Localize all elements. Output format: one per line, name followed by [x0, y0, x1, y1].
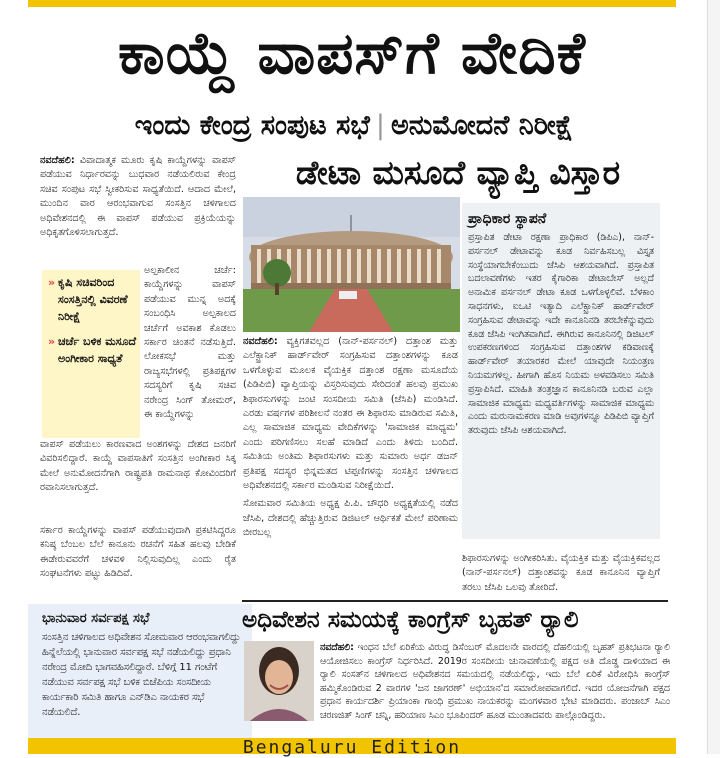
article1-lead [40, 154, 236, 244]
article3-body [320, 641, 670, 727]
authority-box-title: ಪ್ರಾಧಿಕಾರ ಸ್ಥಾಪನೆ [468, 211, 547, 227]
subhead-separator: | [375, 110, 385, 141]
edition-label: Bengaluru Edition [242, 737, 462, 758]
highlight-item: » ಕೃಷಿ ಸಚಿವರಿಂದ ಸಂಸತ್ತಿನಲ್ಲಿ ವಿವರಣೆ ನಿರೀಕ್ಷೆ [48, 274, 138, 325]
authority-box-body: ಪ್ರಸ್ತಾಪಿತ ಡೇಟಾ ರಕ್ಷಣಾ ಪ್ರಾಧಿಕಾರ (ಡಿಪಿಎ), ನಾನ್-ಪರ್ಸನಲ್ ಡೇಟಾವನ್ನು ಕೂಡ ನಿರ್ವಹಿಸಬಲ್ಲ ವಿಸ್ತೃತ ಸಂಸ್ಥೆಯಾಗಬೇಕೆಂಬುದು ಜೆಸಿಪಿ ಆಶಯವಾಗಿದೆ. ಪ್ರಸ್ತಾಪಿತ ಬದಲಾವಣೆಗಳು ಇತರ ಕೈಗಾರಿಕಾ ಡೇಟಾಬೇಸ್ ಅಲ್ಲದೆ ಅನಾಮಿಕ ಪರ್ಸನಲ್ ಡೇಟಾ ಕೂಡ ಒಳಗೊಳ್ಳಲಿವೆ. ಬೆಳಕಾಂ ಸಾಧನಗಳು, ಐಒಟಿ ಇತ್ಯಾದಿ ಎಲೆಕ್ಟ್ರಾನಿಕ್ ಹಾರ್ಡ್‌ವೇರ್ ಸಂಗ್ರಹಿಸುವ ಡೇಟಾವನ್ನು ಇದೇ ಕಾನೂನಿನಡಿ ತರಬೇಕೆನ್ನುವುದು ಕೂಡ ಜೆಸಿಪಿ ಇಂಗಿತವಾಗಿದೆ. ಈಗಿರುವ ಕಾನೂನಿನಲ್ಲಿ ಡಿಜಿಟಲ್ ಉಪಕರಣಗಳಿಂದ ಸಂಗ್ರಹಿಸುವ ದತ್ತಾಂಶಗಳ ಕಡಿವಾಣಕ್ಕೆ ಹಾರ್ಡ್‌ವೇರ್ ತಯಾರಕರ ಮೇಲೆ ಯಾವುದೇ ನಿಯಂತ್ರಣ ನಿಯಮಗಳಿಲ್ಲ. ಹೀಗಾಗಿ ಹೊಸ ನಿಯಮ ಅಳವಡಿಸಲು ಸಮಿತಿ ಪ್ರಸ್ತಾಪಿಸಿದೆ. ಮಾಹಿತಿ ತಂತ್ರಜ್ಞಾನ ಕಾನೂನಿನಡಿ ಬರುವ ಎಲ್ಲಾ ಸಾಮಾಜಿಕ ಮಾಧ್ಯಮ ಮಧ್ಯವರ್ತಿಗಳನ್ನು ಸಾಮಾಜಿಕ ಮಾಧ್ಯಮ ಎಂದು ಮರುನಾಮಕರಣ ಮಾಡಿ ಅವುಗಳನ್ನೂ ಪಿಡಿಪಿಬಿ ವ್ಯಾಪ್ತಿಗೆ ತರುವುದು ಜೆಸಿಪಿ ಆಶಯವಾಗಿದೆ. [468, 232, 654, 437]
highlights-box [42, 270, 140, 438]
article1-p2: ಅಲ್ಪಕಾಲೀನ ಚರ್ಚೆ: ಕಾಯ್ದೆಗಳನ್ನು ವಾಪಸ್ ಪಡೆಯುವ ಮುನ್ನ ಅದಕ್ಕೆ ಸಂಬಂಧಿಸಿ ಅಲ್ಪಕಾಲದ ಚರ್ಚೆಗೆ ಅವಕಾಶ ಕೊಡಲು ಸರ್ಕಾರ ಚಿಂತನೆ ನಡೆಸುತ್ತಿದೆ. ಲೋಕಸಭೆ ಮತ್ತು ರಾಜ್ಯಸಭೆಗಳಲ್ಲಿ ಪ್ರತಿಪಕ್ಷಗಳ ಸದಸ್ಯರಿಗೆ ಕೃಷಿ ಸಚಿವ ನರೇಂದ್ರ ಸಿಂಗ್ ತೋಮರ್, ಈ ಕಾಯ್ದೆಗಳನ್ನು [144, 265, 236, 421]
article3-dateline: ನವದೆಹಲಿ: [320, 642, 354, 653]
highlight-item: » ಚರ್ಚೆ ಬಳಿಕ ಮಸೂದೆ ಅಂಗೀಕಾರ ಸಾಧ್ಯತೆ [48, 333, 138, 367]
article2-p2: ಸೋಮವಾರ ಸಮಿತಿಯ ಅಧ್ಯಕ್ಷ ಪಿ.ಪಿ. ಚೌಧರಿ ಅಧ್ಯಕ್ಷತೆಯಲ್ಲಿ ನಡೆದ ಜೆಸಿಪಿ, ದೇಶದಲ್ಲಿ ಹೆಚ್ಚುತ್ತಿರುವ ಡಿಜಿಟಲ್ ಆರ್ಥಿಕತೆ ಮೇಲೆ ಪರಿಣಾಮ ಬೀರಬಲ್ಲ [243, 498, 458, 539]
main-headline: ಕಾಯ್ದೆ ವಾಪಸ್‌ಗೆ ವೇದಿಕೆ [118, 19, 586, 87]
sidebar-story-body: ಸಂಸತ್ತಿನ ಚಳಿಗಾಲದ ಅಧಿವೇಶನ ಸೋಮವಾರ ಆರಂಭವಾಗಲಿದ್ದು ಹಿನ್ನೆಲೆಯಲ್ಲಿ ಭಾನುವಾರ ಸರ್ವಪಕ್ಷ ಸಭೆ ನಡೆಯಲಿದ್ದು ಪ್ರಧಾನಿ ನರೇಂದ್ರ ಮೋದಿ ಭಾಗವಹಿಸಲಿದ್ದಾರೆ. ಬೆಳಿಗ್ಗೆ 11 ಗಂಟೆಗೆ ನಡೆಯುವ ಸರ್ವಪಕ್ಷ ಸಭೆ ಬಳಿಕ ಬಿಜೆಪಿಯ ಸಂಸದೀಯ ಕಾರ್ಯಕಾರಿ ಸಮಿತಿ ಹಾಗೂ ಎನ್‌ಡಿಎ ನಾಯಕರ ಸಭೆ ನಡೆಯಲಿದೆ. [42, 632, 241, 718]
article2-p3: ಶಿಫಾರಸುಗಳನ್ನು ಅಂಗೀಕರಿಸಿತು. ವೈಯಕ್ತಿಕ ಮತ್ತು ವೈಯಕ್ತಿಕವಲ್ಲದ (ನಾನ್-ಪರ್ಸನಲ್) ದತ್ತಾಂಶವನ್ನು ಕೂಡ ಕಾನೂನಿನ ವ್ಯಾಪ್ತಿಗೆ ತರಲು ಜೆಸಿಪಿ ಒಲವು ತೋರಿದೆ. [462, 553, 660, 593]
subhead-left: ಇಂದು ಕೇಂದ್ರ ಸಂಪುಟ ಸಭೆ [134, 110, 370, 141]
page-edge [707, 0, 720, 754]
newspaper-page [28, 8, 676, 754]
article1-p3: ವಾಪಸ್ ಪಡೆಯಲು ಕಾರಣವಾದ ಅಂಶಗಳನ್ನು ದೇಶದ ಜನರಿಗೆ ವಿವರಿಸಲಿದ್ದಾರೆ. ಕಾಯ್ದೆ ವಾಪಸಾತಿಗೆ ಸಂಸತ್ತಿನ ಅಂಗೀಕಾರ ಸಿಕ್ಕ ಮೇಲೆ ಅನುಮೋದನೆಗಾಗಿ ರಾಷ್ಟ್ರಪತಿ ರಾಮನಾಥ ಕೋವಿಂದರಿಗೆ ರವಾನಿಸಲಾಗುತ್ತದೆ. [40, 439, 236, 494]
article2-dateline: ನವದೆಹಲಿ: [243, 336, 278, 347]
section-divider [242, 600, 668, 602]
sub-headline [38, 108, 670, 144]
article2-p1: ವ್ಯಕ್ತಿಗತವಲ್ಲದ (ನಾನ್-ಪರ್ಸನಲ್) ದತ್ತಾಂಶ ಮತ್ತು ಎಲೆಕ್ಟ್ರಾನಿಕ್ ಹಾರ್ಡ್‌ವೇರ್ ಸಂಗ್ರಹಿಸುವ ದತ್ತಾಂಶಗಳನ್ನು ಕೂಡ ಒಳಗೊಳ್ಳುವ ಮೂಲಕ ವೈಯಕ್ತಿಕ ದತ್ತಾಂಶ ರಕ್ಷಣಾ ಮಸೂದೆಯ (ಪಿಡಿಪಿಬಿ) ವ್ಯಾಪ್ತಿಯನ್ನು ವಿಸ್ತರಿಸುವುದು ಸೇರಿದಂತೆ ಹಲವು ಪ್ರಮುಖ ಶಿಫಾರಸುಗಳನ್ನು ಜಂಟಿ ಸಂಸದೀಯ ಸಮಿತಿ (ಜೆಸಿಪಿ) ಮಂಡಿಸಿದೆ. ಎರಡು ವರ್ಷಗಳ ಪರಿಶೀಲನೆ ನಂತರ ಈ ಶಿಫಾರಸು ಮಾಡಿರುವ ಸಮಿತಿ, ಎಲ್ಲ ಸಾಮಾಜಿಕ ಮಾಧ್ಯಮ ವೇದಿಕೆಗಳನ್ನು 'ಸಾಮಾಜಿಕ ಮಾಧ್ಯಮ' ಎಂದು ಪರಿಗಣಿಸಲು ಸಲಹೆ ಮಾಡಿದೆ ಎಂದು ತಿಳಿದು ಬಂದಿದೆ. ಸಮಿತಿಯ ಅಂತಿಮ ಶಿಫಾರಸುಗಳು ಮತ್ತು ಸುಮಾರು ಅರ್ಧ ಡಜನ್ ಪ್ರತಿಪಕ್ಷ ಸದಸ್ಯರ ಭಿನ್ನಮತದ ಟಿಪ್ಪಣಿಗಳನ್ನು ಸಂಸತ್ತಿನ ಚಳಿಗಾಲದ ಅಧಿವೇಶನದಲ್ಲಿ ಸರ್ಕಾರ ಮಂಡಿಸುವ ನಿರೀಕ್ಷೆಯಿದೆ. [243, 336, 458, 492]
sidebar-story-title: ಭಾನುವಾರ ಸರ್ವಪಕ್ಷ ಸಭೆ [42, 611, 150, 626]
top-accent-bar [28, 0, 676, 7]
article2-headline: ಡೇಟಾ ಮಸೂದೆ ವ್ಯಾಪ್ತಿ ವಿಸ್ತಾರ [295, 153, 621, 192]
article3-headline: ಅಧಿವೇಶನ ಸಮಯಕ್ಕೆ ಕಾಂಗ್ರೆಸ್ ಬೃಹತ್ ರ‍್ಯಾಲಿ [242, 607, 579, 633]
parliament-photo [243, 197, 460, 332]
article3-text: ಇಂಧನ ಬೆಲೆ ಏರಿಕೆಯ ವಿರುದ್ಧ ಡಿಸೆಂಬರ್ ಮೊದಲನೇ ವಾರದಲ್ಲಿ ದೆಹಲಿಯಲ್ಲಿ ಬೃಹತ್ ಪ್ರತಿಭಟನಾ ರ‍್ಯಾಲಿ ಆಯೋಜಿಸಲು ಕಾಂಗ್ರೆಸ್ ನಿರ್ಧರಿಸಿದೆ. 2019ರ ಸಂಸದೀಯ ಚುನಾವಣೆಯಲ್ಲಿ ಪಕ್ಷದ ಅತಿ ದೊಡ್ಡ ದಾಳಿಯಾದ ಈ ರ‍್ಯಾಲಿ ಸಂಸತ್‌ನ ಚಳಿಗಾಲದ ಅಧಿವೇಶನದ ಸಮಯದಲ್ಲಿ ನಡೆಯಲಿದ್ದು, ಇದು ಬೆಲೆ ಏರಿಕೆ ವಿರೋಧಿಸಿ ಕಾಂಗ್ರೆಸ್ ಹಮ್ಮಿಕೊಂಡಿರುವ 2 ವಾರಗಳ 'ಜನ ಜಾಗರಣ್' ಅಭಿಯಾನ'ದ ಸಮಾರೋಪವಾಗಲಿದೆ. ಇದರ ಯೋಜನೆಗಾಗಿ ಪಕ್ಷದ ಪ್ರಧಾನ ಕಾರ್ಯದರ್ಶಿ ಪ್ರಿಯಾಂಕಾ ಗಾಂಧಿ ಪ್ರಮುಖ ನಾಯಕರನ್ನು ಮಂಗಳವಾರ ಭೇಟಿ ಮಾಡಿದರು. ಪಂಜಾಬ್ ಸಿಎಂ ಚರಣಜಿತ್ ಸಿಂಗ್ ಚನ್ನಿ, ಹರಿಯಾಣ ಸಿಎಂ ಭೂಪಿಂದರ್ ಹೂಡ ಮುಂತಾದವರು ಪಾಲ್ಗೊಂಡಿದ್ದರು. [320, 642, 671, 721]
article1-p1: ವಿವಾದಾತ್ಮಕ ಮೂರು ಕೃಷಿ ಕಾಯ್ದೆಗಳನ್ನು ವಾಪಸ್ ಪಡೆಯುವ ನಿರ್ಧಾರವನ್ನು ಬುಧವಾರ ನಡೆಯಲಿರುವ ಕೇಂದ್ರ ಸಚಿವ ಸಂಪುಟ ಸಭೆ ಸ್ವೀಕರಿಸುವ ಸಾಧ್ಯತೆಯಿದೆ. ಆದಾದ ಮೇಲೆ, ಮುಂದಿನ ವಾರ ಆರಂಭವಾಗುವ ಸಂಸತ್ತಿನ ಚಳಿಗಾಲದ ಅಧಿವೇಶನದಲ್ಲಿ ಈ ವಾಪಸ್ ಪಡೆಯುವ ಪ್ರಕ್ರಿಯೆಯನ್ನು ಅಧಿಕೃತಗೊಳಿಸಲಾಗುತ್ತದೆ. [40, 155, 236, 239]
portrait-photo [244, 641, 314, 721]
article1-dateline: ನವದೆಹಲಿ: [40, 155, 75, 166]
edition-bar [28, 737, 676, 758]
article1-p4: ಸರ್ಕಾರ ಕಾಯ್ದೆಗಳನ್ನು ವಾಪಸ್ ಪಡೆಯುವುದಾಗಿ ಪ್ರಕಟಿಸಿದ್ದರೂ ಕನಿಷ್ಠ ಬೆಂಬಲ ಬೆಲೆ ಕಾನೂನು ರಚನೆಗೆ ಸಹಿತ ಹಲವು ಬೇಡಿಕೆ ಈಡೇರುವವರೆಗೆ ಚಳವಳಿ ನಿಲ್ಲಿಸುವುದಿಲ್ಲ ಎಂದು ರೈತ ಸಂಘಟನೆಗಳು ಪಟ್ಟು ಹಿಡಿದಿವೆ. [40, 525, 236, 580]
sidebar-story-box [28, 604, 252, 754]
subhead-right: ಅನುಮೋದನೆ ನಿರೀಕ್ಷೆ [391, 110, 574, 141]
authority-box [462, 203, 660, 539]
article2-body [243, 335, 458, 545]
